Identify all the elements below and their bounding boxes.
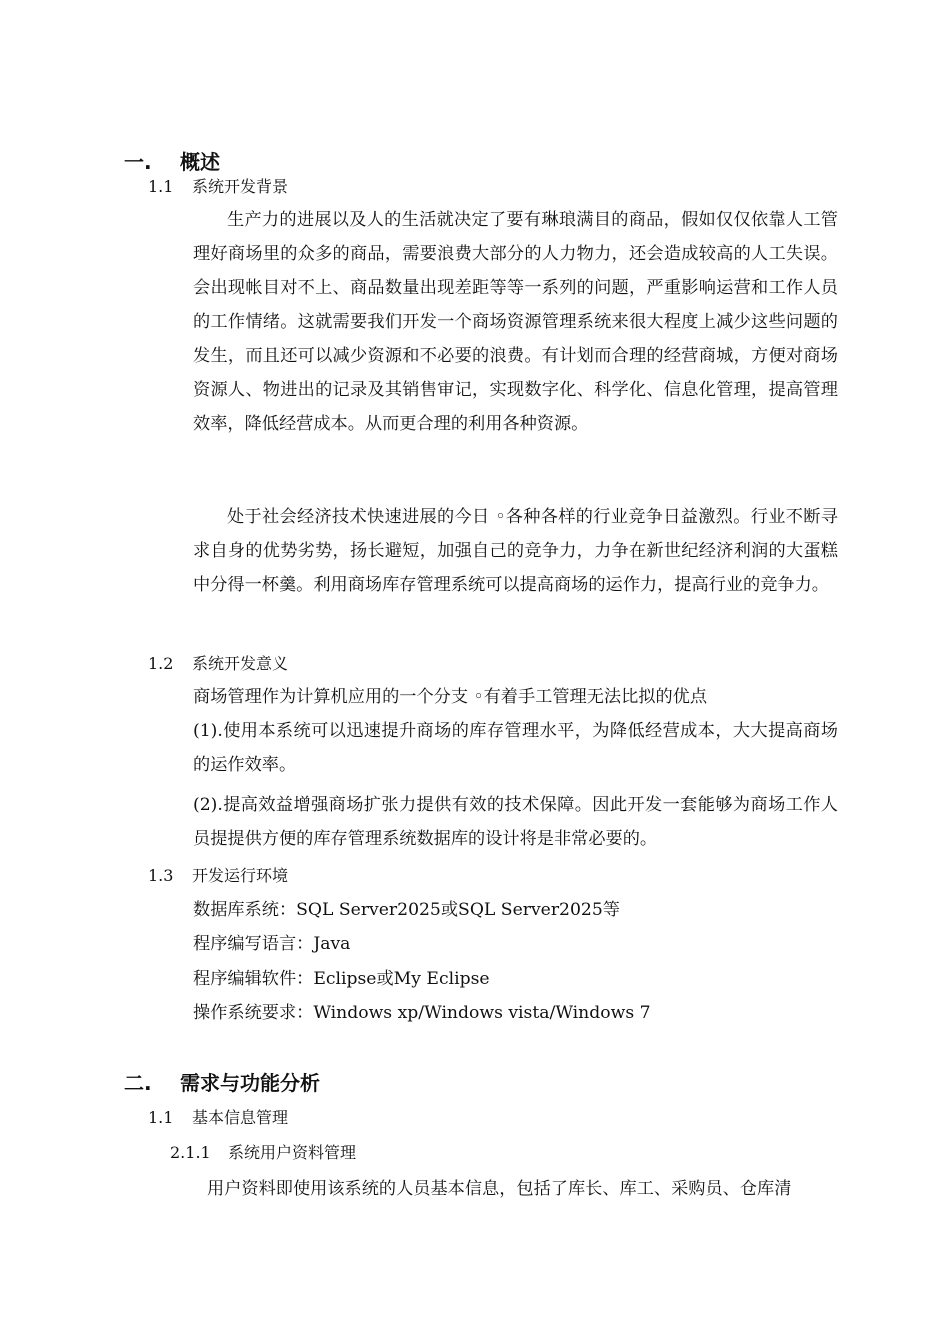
significance-intro: 商场管理作为计算机应用的一个分支 ◦有着手工管理无法比拟的优点 [193,687,708,707]
significance-item-1: (1).使用本系统可以迅速提升商场的库存管理水平，为降低经营成本，大大提高商场的运作效率。 [193,721,838,775]
paragraph-background-2: 处于社会经济技术快速进展的今日 ◦各种各样的行业竞争日益激烈。行业不断寻求自身的优势劣势，扬长避短，加强自己的竞争力，力争在新世纪经济利润的大蛋糕中分得一杯羹。利用商场库存管理系统可以提高商场的运作力，提高行业的竞争力。 [193,507,838,595]
env-language: 程序编写语言：Java [193,934,351,954]
env-database: 数据库系统：SQL Server2025或SQL Server2025等 [193,900,620,920]
section-heading-1 [124,152,220,172]
subsection-heading-2-1 [148,1110,288,1126]
subsection-heading-1-3 [148,868,288,884]
subsection-title: 系统开发背景 [192,177,289,196]
section-title: 概述 [180,150,220,174]
paragraph-background-1: 生产力的进展以及人的生活就决定了要有琳琅满目的商品，假如仅仅依靠人工管理好商场里的众多的商品，需要浪费大部分的人力物力，还会造成较高的人工失误。会出现帐目对不上、商品数量出现差距等等一系列的问题，严重影响运营和工作人员的工作情绪。这就需要我们开发一个商场资源管理系统来很大程度上减少这些问题的发生，而且还可以减少资源和不必要的浪费。有计划而合理的经营商城，方便对商场资源人、物进出的记录及其销售审记，实现数字化、科学化、信息化管理，提高管理效率，降低经营成本。从而更合理的利用各种资源。 [193,210,838,434]
paragraph-user-data: 用户资料即使用该系统的人员基本信息，包括了库长、库工、采购员、仓库清 [207,1179,792,1199]
subsubsection-number: 2.1.1 [170,1143,211,1162]
subsection-title: 系统开发意义 [192,654,289,673]
env-editor: 程序编辑软件：Eclipse或My Eclipse [193,969,490,989]
subsection-heading-1-1 [148,179,288,195]
section-title: 需求与功能分析 [180,1071,320,1095]
section-number: 一. [124,150,152,174]
significance-item-2: (2).提高效益增强商场扩张力提供有效的技术保障。因此开发一套能够为商场工作人员提提供方便的库存管理系统数据库的设计将是非常必要的。 [193,795,838,849]
subsection-number: 1.3 [148,866,174,885]
section-heading-2 [124,1073,320,1093]
subsubsection-title: 系统用户资料管理 [228,1143,357,1162]
subsection-title: 基本信息管理 [192,1108,289,1127]
env-os: 操作系统要求：Windows xp/Windows vista/Windows 7 [193,1003,651,1023]
subsubsection-heading-2-1-1 [170,1145,356,1161]
section-number: 二. [124,1071,152,1095]
subsection-number: 1.1 [148,177,174,196]
subsection-number: 1.2 [148,654,174,673]
subsection-number: 1.1 [148,1108,174,1127]
subsection-heading-1-2 [148,656,288,672]
subsection-title: 开发运行环境 [192,866,289,885]
